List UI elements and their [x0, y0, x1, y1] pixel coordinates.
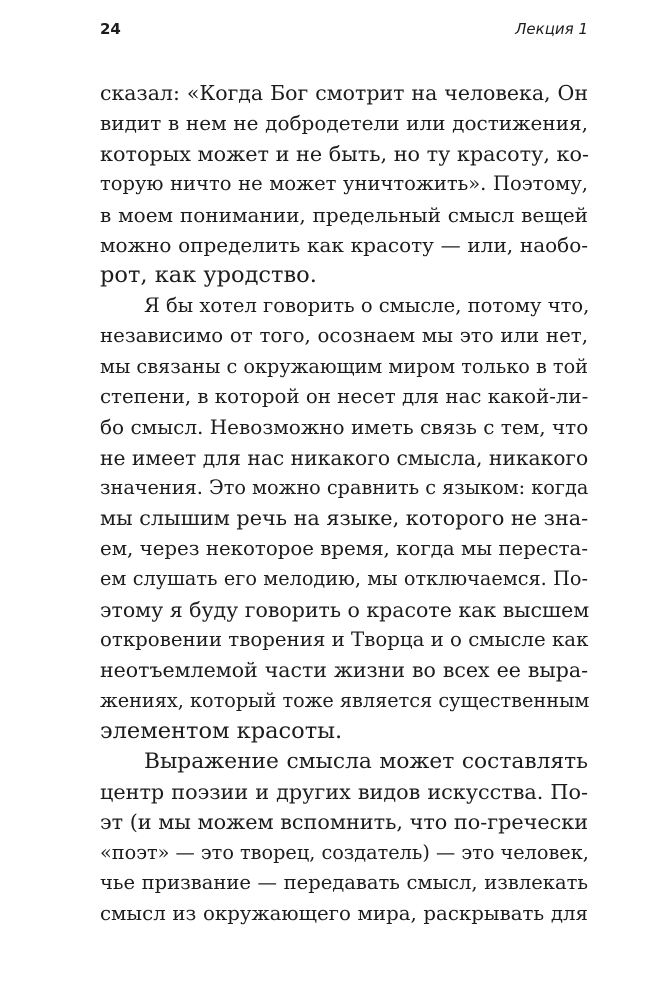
- text-line: бо смысл. Невозможно иметь связь с тем, что: [100, 415, 589, 440]
- text-line: мы слышим речь на языке, которого не зна-: [100, 506, 589, 531]
- text-line: степени, в которой он несет для нас какой-ли-: [100, 384, 589, 408]
- text-line: независимо от того, осознаем мы это или нет,: [100, 324, 588, 348]
- text-line: ем, через некоторое время, когда мы переста-: [100, 536, 588, 560]
- text-line: в моем понимании, предельный смысл вещей: [100, 202, 588, 227]
- running-head: [100, 20, 588, 44]
- page-number: 24: [100, 20, 121, 38]
- text-line: неотъемлемой части жизни во всех ее выра-: [100, 658, 588, 683]
- text-line: ем слушать его мелодию, мы отключаемся. По-: [100, 567, 588, 591]
- paragraph-2: [100, 291, 588, 747]
- section-title: Лекция 1: [515, 20, 588, 38]
- text-line: мы связаны с окружающим миром только в той: [100, 354, 588, 378]
- body-text: [100, 78, 588, 929]
- paragraph-1: [100, 78, 588, 291]
- text-line: откровении творения и Творца и о смысле как: [100, 628, 589, 652]
- text-line: которых может и не быть, но ту красоту, ко-: [100, 141, 590, 166]
- text-line: «поэт» — это творец, создатель) — это человек,: [100, 840, 589, 864]
- text-line: видит в нем не добродетели или достижения,: [100, 111, 588, 136]
- text-line: элементом красоты.: [100, 718, 343, 745]
- text-line: чье призвание — передавать смысл, извлекать: [100, 871, 588, 895]
- text-line: можно определить как красоту — или, наобо-: [100, 232, 588, 257]
- text-line: смысл из окружающего мира, раскрывать для: [100, 901, 588, 925]
- text-line: сказал: «Когда Бог смотрит на человека, Он: [100, 81, 588, 105]
- text-line: этому я буду говорить о красоте как высшем: [100, 597, 590, 622]
- paragraph-3: [100, 747, 588, 929]
- text-line: эт (и мы можем вспомнить, что по-гречески: [100, 810, 589, 835]
- text-line: значения. Это можно сравнить с языком: когда: [100, 476, 589, 500]
- text-line: рот, как уродство.: [100, 262, 317, 289]
- text-line: жениях, который тоже является существенным: [100, 688, 590, 712]
- text-line: торую ничто не может уничтожить». Поэтому,: [100, 172, 588, 196]
- text-line: центр поэзии и других видов искусства. По-: [100, 779, 588, 804]
- text-line: не имеет для нас никакого смысла, никакого: [100, 445, 589, 470]
- text-line: Выражение смысла может составлять: [144, 748, 588, 774]
- text-line: Я бы хотел говорить о смысле, потому что,: [144, 293, 590, 317]
